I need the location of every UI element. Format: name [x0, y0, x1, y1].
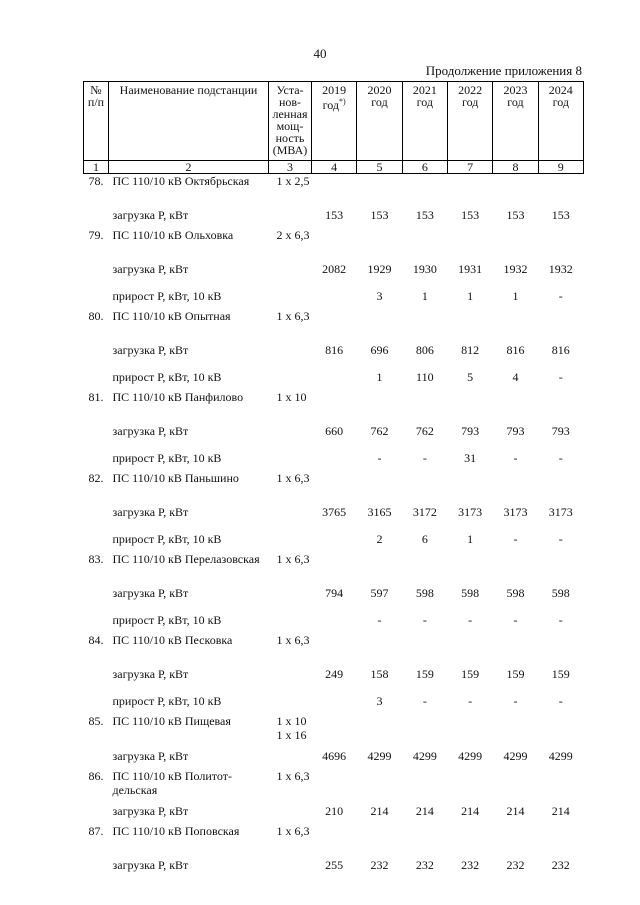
row-value: -: [513, 450, 518, 465]
table-row: [84, 174, 584, 201]
table-row: [84, 824, 584, 851]
row-value: [493, 309, 538, 336]
row-capacity: 1 x 6,3: [276, 308, 310, 323]
row-value: [402, 471, 447, 498]
row-name: ПС 110/10 кВ Перелазовская: [112, 551, 260, 566]
row-value: [402, 309, 447, 336]
row-number: [84, 201, 109, 228]
row-name: загрузка Р, кВт: [112, 207, 189, 222]
row-value: [312, 714, 357, 742]
header-year-2023: 2023 год: [493, 82, 538, 161]
row-capacity: 1 x 10: [276, 389, 307, 404]
table-row: [84, 201, 584, 228]
table-row: [84, 606, 584, 633]
table-row: [84, 525, 584, 552]
row-value: [493, 633, 538, 660]
row-capacity: [269, 525, 312, 552]
row-value: 4696: [322, 748, 347, 763]
row-value: 153: [325, 207, 344, 222]
row-capacity: [269, 579, 312, 606]
row-value: [357, 714, 402, 742]
row-number: [84, 282, 109, 309]
row-value: -: [468, 612, 473, 627]
row-value: [312, 282, 357, 309]
column-number: 8: [493, 161, 538, 174]
row-value: 762: [370, 423, 389, 438]
row-capacity: [269, 498, 312, 525]
row-capacity: [269, 336, 312, 363]
row-value: [447, 633, 492, 660]
row-value: [312, 309, 357, 336]
table-body: [84, 174, 584, 878]
row-number: 80.: [88, 308, 104, 323]
row-value: 1932: [503, 261, 528, 276]
row-name: прирост Р, кВт, 10 кВ: [112, 288, 222, 303]
row-number: [84, 336, 109, 363]
row-value: 3173: [458, 504, 483, 519]
row-value: 4299: [458, 748, 483, 763]
column-number: 2: [109, 161, 269, 174]
column-number: 4: [312, 161, 357, 174]
row-value: 4299: [503, 748, 528, 763]
row-value: 1: [512, 288, 519, 303]
row-name: загрузка Р, кВт: [112, 261, 189, 276]
row-number: 82.: [88, 470, 104, 485]
row-value: [357, 769, 402, 797]
row-value: 3173: [503, 504, 528, 519]
row-value: -: [558, 288, 563, 303]
page-number: 40: [313, 46, 327, 61]
row-name: ПС 110/10 кВ Октябрьская: [112, 174, 250, 188]
row-value: 1932: [548, 261, 573, 276]
table-row: [84, 390, 584, 417]
table-row: [84, 687, 584, 714]
row-value: [312, 471, 357, 498]
row-value: [493, 174, 538, 201]
row-capacity: 1 x 6,3: [276, 632, 310, 647]
header-year-2020: 2020 год: [357, 82, 402, 161]
row-value: [312, 174, 357, 201]
row-value: 1929: [367, 261, 392, 276]
row-value: [402, 769, 447, 797]
row-value: 232: [370, 857, 389, 872]
row-value: 2: [376, 531, 383, 546]
row-number: [84, 687, 109, 714]
row-number: [84, 363, 109, 390]
row-name: загрузка Р, кВт: [112, 504, 189, 519]
row-value: [357, 633, 402, 660]
row-name: прирост Р, кВт, 10 кВ: [112, 612, 222, 627]
row-value: [357, 228, 402, 255]
row-number: [84, 660, 109, 687]
row-value: [447, 390, 492, 417]
row-value: [538, 228, 583, 255]
row-value: -: [377, 450, 382, 465]
column-number: 7: [447, 161, 492, 174]
row-value: 4299: [412, 748, 437, 763]
row-value: 1: [376, 369, 383, 384]
row-capacity: 1 x 6,3: [276, 470, 310, 485]
row-value: [402, 390, 447, 417]
row-value: [312, 824, 357, 851]
row-value: 158: [370, 666, 389, 681]
table-row: [84, 769, 584, 797]
row-capacity: 2 x 6,3: [276, 227, 310, 242]
table-row: [84, 498, 584, 525]
row-value: 816: [506, 342, 525, 357]
row-value: [312, 444, 357, 471]
row-number: 83.: [88, 551, 104, 566]
row-value: 232: [506, 857, 525, 872]
row-value: -: [558, 612, 563, 627]
row-name: ПС 110/10 кВ Паньшино: [112, 470, 239, 485]
table-row: [84, 660, 584, 687]
table-row: [84, 851, 584, 878]
table-row: [84, 633, 584, 660]
table-row: [84, 309, 584, 336]
row-number: [84, 606, 109, 633]
row-name: загрузка Р, кВт: [112, 857, 189, 872]
table-row: [84, 363, 584, 390]
row-name: загрузка Р, кВт: [112, 666, 189, 681]
row-value: 816: [551, 342, 570, 357]
row-value: 255: [325, 857, 344, 872]
row-capacity: [269, 282, 312, 309]
row-name: ПС 110/10 кВ Пищевая: [112, 713, 231, 728]
row-value: [447, 174, 492, 201]
row-value: [447, 824, 492, 851]
row-name: загрузка Р, кВт: [112, 423, 189, 438]
row-value: [538, 390, 583, 417]
row-value: 1931: [458, 261, 483, 276]
row-number: 84.: [88, 632, 104, 647]
year-label: 2019 год: [322, 83, 347, 112]
row-value: 153: [370, 207, 389, 222]
row-value: -: [558, 369, 563, 384]
table-row: [84, 282, 584, 309]
row-value: [312, 525, 357, 552]
row-value: [538, 633, 583, 660]
row-value: 214: [370, 803, 389, 818]
row-capacity: [269, 687, 312, 714]
row-value: [447, 769, 492, 797]
column-number: 9: [538, 161, 583, 174]
row-value: -: [558, 531, 563, 546]
row-capacity: [269, 417, 312, 444]
row-value: -: [468, 693, 473, 708]
header-capacity: Уста-нов-ленная мощ-ность (МВА): [269, 82, 312, 161]
row-value: -: [513, 693, 518, 708]
row-value: [402, 228, 447, 255]
row-value: [357, 471, 402, 498]
row-value: -: [513, 612, 518, 627]
row-value: [493, 552, 538, 579]
row-number: [84, 797, 109, 824]
row-value: [402, 633, 447, 660]
row-value: 762: [415, 423, 434, 438]
row-number: [84, 444, 109, 471]
row-capacity: [269, 660, 312, 687]
row-number: 87.: [88, 823, 104, 838]
row-value: 3: [376, 693, 383, 708]
table-row: [84, 255, 584, 282]
row-value: [312, 606, 357, 633]
footnote-mark: *): [339, 97, 346, 106]
row-value: 4299: [548, 748, 573, 763]
row-value: [538, 769, 583, 797]
row-capacity: [269, 444, 312, 471]
table-row: [84, 228, 584, 255]
row-number: [84, 525, 109, 552]
row-value: [493, 824, 538, 851]
row-name: прирост Р, кВт, 10 кВ: [112, 531, 222, 546]
row-value: 159: [461, 666, 480, 681]
row-value: 1: [467, 531, 474, 546]
table-row: [84, 797, 584, 824]
row-value: [402, 824, 447, 851]
row-name: ПС 110/10 кВ Песковка: [112, 632, 233, 647]
row-value: [357, 174, 402, 201]
row-value: [357, 824, 402, 851]
row-number: 79.: [88, 227, 104, 242]
row-value: 660: [325, 423, 344, 438]
appendix-continuation: Продолжение приложения 8: [425, 63, 582, 78]
row-value: [447, 714, 492, 742]
row-value: 794: [325, 585, 344, 600]
row-value: 3172: [412, 504, 437, 519]
row-value: 232: [551, 857, 570, 872]
header-row: [84, 82, 584, 161]
row-name: ПС 110/10 кВ Ольховка: [112, 227, 234, 242]
row-capacity: 1 x 6,3: [276, 551, 310, 566]
row-value: 153: [461, 207, 480, 222]
row-value: 214: [551, 803, 570, 818]
row-name: загрузка Р, кВт: [112, 342, 189, 357]
row-value: [447, 552, 492, 579]
row-value: [538, 552, 583, 579]
row-value: 597: [370, 585, 389, 600]
row-capacity: 1 x 6,3: [276, 768, 310, 783]
row-value: 232: [415, 857, 434, 872]
column-number: 1: [84, 161, 109, 174]
row-capacity: [269, 797, 312, 824]
row-value: [312, 633, 357, 660]
row-value: 210: [325, 803, 344, 818]
row-value: 2082: [322, 261, 347, 276]
row-value: -: [422, 693, 427, 708]
row-value: 3765: [322, 504, 347, 519]
row-value: -: [558, 693, 563, 708]
table-row: [84, 444, 584, 471]
row-value: -: [422, 612, 427, 627]
row-value: 3173: [548, 504, 573, 519]
row-value: 3165: [367, 504, 392, 519]
table-row: [84, 579, 584, 606]
row-capacity: [269, 255, 312, 282]
row-value: [402, 552, 447, 579]
column-number: 6: [402, 161, 447, 174]
row-value: [538, 824, 583, 851]
table-row: [84, 471, 584, 498]
row-value: [312, 390, 357, 417]
header-year-2019: [312, 82, 357, 161]
row-name: прирост Р, кВт, 10 кВ: [112, 693, 222, 708]
header-number: № п/п: [84, 82, 109, 161]
table-row: [84, 714, 584, 742]
row-value: [402, 174, 447, 201]
table-row: [84, 552, 584, 579]
row-value: 696: [370, 342, 389, 357]
row-value: 793: [551, 423, 570, 438]
column-number: 3: [269, 161, 312, 174]
row-number: [84, 742, 109, 769]
row-value: 159: [551, 666, 570, 681]
row-value: 153: [551, 207, 570, 222]
row-name: ПС 110/10 кВ Панфилово: [112, 389, 244, 404]
row-name: ПС 110/10 кВ Опытная: [112, 308, 231, 323]
row-value: [312, 228, 357, 255]
row-value: 598: [461, 585, 480, 600]
row-value: 6: [421, 531, 428, 546]
row-capacity: [269, 363, 312, 390]
row-value: 806: [415, 342, 434, 357]
row-value: [312, 363, 357, 390]
row-value: 1: [467, 288, 474, 303]
row-value: 598: [415, 585, 434, 600]
row-capacity: [269, 201, 312, 228]
row-capacity: [269, 851, 312, 878]
row-capacity: [269, 606, 312, 633]
row-value: [357, 309, 402, 336]
substation-table: [83, 81, 584, 878]
row-value: 816: [325, 342, 344, 357]
row-number: 78.: [88, 174, 104, 188]
header-year-2021: 2021 год: [402, 82, 447, 161]
row-name: ПС 110/10 кВ Политот-дельская: [112, 768, 232, 797]
row-value: 249: [325, 666, 344, 681]
row-value: [357, 552, 402, 579]
row-number: [84, 851, 109, 878]
row-name: прирост Р, кВт, 10 кВ: [112, 369, 222, 384]
row-value: 812: [461, 342, 480, 357]
row-value: 3: [376, 288, 383, 303]
row-value: 598: [551, 585, 570, 600]
row-name: загрузка Р, кВт: [112, 803, 189, 818]
row-value: 214: [415, 803, 434, 818]
row-capacity: 1 x 10 1 x 16: [276, 713, 307, 742]
row-value: [493, 769, 538, 797]
row-value: 214: [461, 803, 480, 818]
row-name: загрузка Р, кВт: [112, 748, 189, 763]
table-row: [84, 742, 584, 769]
row-value: [402, 714, 447, 742]
row-value: 4: [512, 369, 519, 384]
row-number: 85.: [88, 713, 104, 728]
header-substation-name: Наименование подстанции: [109, 82, 269, 161]
row-value: 4299: [367, 748, 392, 763]
row-value: 1: [421, 288, 428, 303]
row-value: [447, 228, 492, 255]
row-value: 31: [464, 450, 477, 465]
row-capacity: [269, 742, 312, 769]
row-value: 793: [506, 423, 525, 438]
row-value: 232: [461, 857, 480, 872]
row-value: [493, 228, 538, 255]
row-value: [493, 390, 538, 417]
row-value: 153: [506, 207, 525, 222]
row-value: -: [558, 450, 563, 465]
column-number-row: [84, 161, 584, 174]
row-value: [312, 552, 357, 579]
row-number: [84, 255, 109, 282]
row-value: [493, 471, 538, 498]
row-value: -: [377, 612, 382, 627]
row-value: [493, 714, 538, 742]
row-value: 793: [461, 423, 480, 438]
row-value: 1930: [412, 261, 437, 276]
row-number: 86.: [88, 768, 104, 783]
row-value: [538, 471, 583, 498]
row-value: [447, 471, 492, 498]
header-year-2024: 2024 год: [538, 82, 583, 161]
row-name: прирост Р, кВт, 10 кВ: [112, 450, 222, 465]
row-value: 5: [467, 369, 474, 384]
row-value: 159: [415, 666, 434, 681]
row-capacity: 1 x 2,5: [276, 174, 310, 188]
row-number: [84, 579, 109, 606]
row-value: -: [422, 450, 427, 465]
row-name: загрузка Р, кВт: [112, 585, 189, 600]
row-value: [312, 687, 357, 714]
row-number: [84, 498, 109, 525]
row-value: [447, 309, 492, 336]
row-capacity: 1 x 6,3: [276, 823, 310, 838]
row-value: 598: [506, 585, 525, 600]
row-value: [538, 309, 583, 336]
row-value: 214: [506, 803, 525, 818]
row-value: [538, 714, 583, 742]
column-number: 5: [357, 161, 402, 174]
row-name: ПС 110/10 кВ Поповская: [112, 823, 240, 838]
row-number: [84, 417, 109, 444]
table-row: [84, 417, 584, 444]
row-value: [312, 769, 357, 797]
row-value: [538, 174, 583, 201]
row-value: 153: [415, 207, 434, 222]
row-value: 159: [506, 666, 525, 681]
row-number: 81.: [88, 389, 104, 404]
header-year-2022: 2022 год: [447, 82, 492, 161]
row-value: [357, 390, 402, 417]
table-row: [84, 336, 584, 363]
row-value: -: [513, 531, 518, 546]
row-value: 110: [416, 369, 434, 384]
